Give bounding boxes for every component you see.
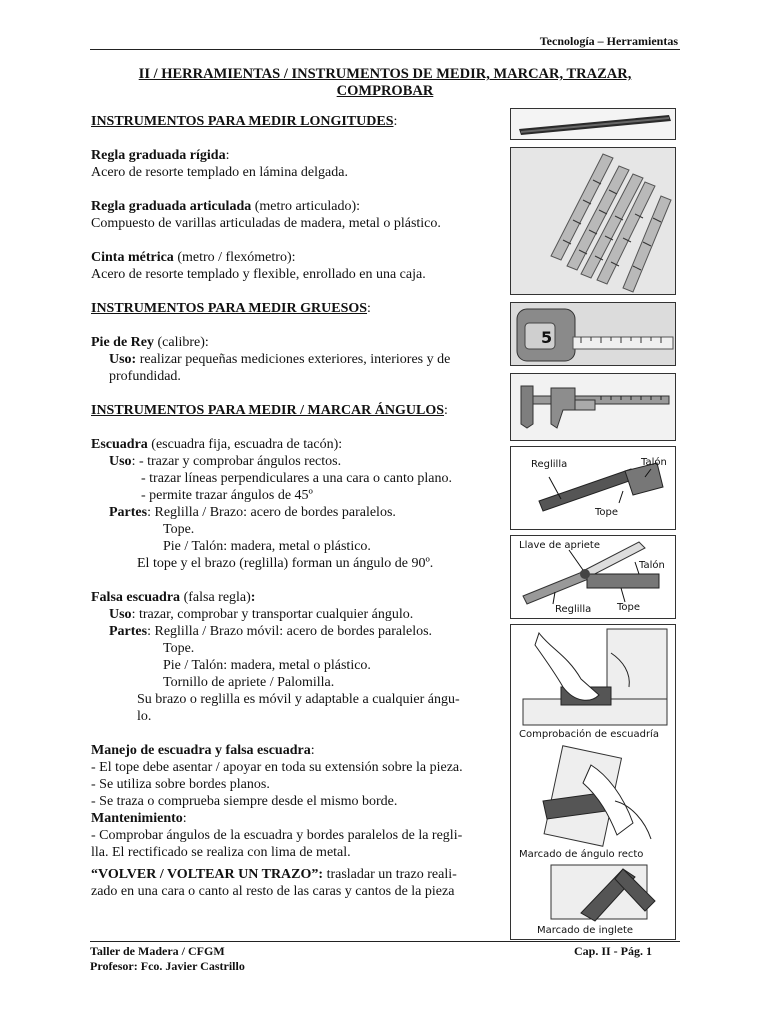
escuadra-image [510,446,676,530]
metro-articulado-image [510,147,676,295]
manejo-title: Manejo de escuadra y falsa escuadra: [91,743,315,758]
falsa-partes-3: Pie / Talón: madera, metal o plástico. [163,658,371,673]
footer-teacher: Profesor: Fco. Javier Castrillo [90,959,245,973]
label-llave-de-apriete: Llave de apriete [519,540,600,551]
footer-course: Taller de Madera / CFGM [90,944,225,958]
regla-rigida-drawing [511,109,675,139]
page-header: Tecnología – Herramientas [539,34,678,48]
manejo-3: - Se traza o comprueba siempre desde el mismo borde. [91,794,398,809]
escuadra-note: El tope y el brazo (reglilla) forman un ángulo de 90º. [137,556,434,571]
title-line-1: II / HERRAMIENTAS / INSTRUMENTOS DE MEDIR, MARCAR, TRAZAR, [138,66,632,82]
regla-rigida-image [510,108,676,140]
pie-de-rey-uso: Uso: realizar pequeñas mediciones exteriores, interiores y de [109,352,451,367]
escuadra-drawing [511,447,675,529]
escuadra-title: Escuadra (escuadra fija, escuadra de tacón): [91,437,343,452]
escuadra-uso-3: - permite trazar ángulos de 45º [141,488,313,503]
cinta-metrica-image [510,302,676,366]
manejo-1: - El tope debe asentar / apoyar en toda su extensión sobre la pieza. [91,760,463,775]
falsa-partes-4: Tornillo de apriete / Palomilla. [163,675,335,690]
falsa-partes-2: Tope. [163,641,195,656]
cinta-metrica-title: Cinta métrica (metro / flexómetro): [91,250,296,265]
mantenimiento-title: Mantenimiento: [91,811,187,826]
label-talon-falsa: Talón [639,560,665,571]
volver-trazo-1: “VOLVER / VOLTEAR UN TRAZO”: trasladar un trazo reali- [91,867,457,882]
falsa-note-2: lo. [137,709,152,724]
manejo-2: - Se utiliza sobre bordes planos. [91,777,270,792]
footer-rule [90,941,680,942]
cinta-number: 5 [541,328,553,347]
caption-inglete: Marcado de inglete [537,925,634,936]
label-reglilla-falsa: Reglilla [555,604,592,615]
pie-de-rey-title: Pie de Rey (calibre): [91,335,209,350]
regla-rigida-desc: Acero de resorte templado en lámina delgada. [91,165,348,180]
page-footer [90,944,652,974]
label-reglilla: Reglilla [531,459,568,470]
section-heading-longitudes: INSTRUMENTOS PARA MEDIR LONGITUDES: [91,114,398,129]
uso-escuadra-image [510,624,676,940]
mantenimiento-2: lla. El rectificado se realiza con lima de metal. [91,845,351,860]
uso-escuadra-drawing [511,625,675,939]
caption-angulo-recto: Marcado de ángulo recto [519,849,644,860]
falsa-uso: Uso: trazar, comprobar y transportar cualquier ángulo. [109,607,414,622]
falsa-tornillo [580,569,590,579]
header-rule [90,49,680,50]
page-title [90,66,680,100]
label-tope-falsa: Tope [617,602,641,613]
footer-page: Cap. II - Pág. 1 [573,944,652,958]
mantenimiento-1: - Comprobar ángulos de la escuadra y bordes paralelos de la regli- [91,828,463,843]
section-heading-angulos: INSTRUMENTOS PARA MEDIR / MARCAR ÁNGULOS: [91,403,448,418]
escuadra-partes-1: Partes: Reglilla / Brazo: acero de bordes paralelos. [109,505,396,520]
regla-articulada-desc: Compuesto de varillas articuladas de madera, metal o plástico. [91,216,441,231]
volver-trazo-2: zado en una cara o canto al resto de las caras y cantos de la pieza [91,884,455,899]
cinta-metrica-desc: Acero de resorte templado y flexible, enrollado en una caja. [91,267,426,282]
pie-de-rey-uso-2: profundidad. [109,369,181,384]
pie-de-rey-image [510,373,676,441]
escuadra-partes-3: Pie / Talón: madera, metal o plástico. [163,539,371,554]
falsa-partes-1: Partes: Reglilla / Brazo móvil: acero de bordes paralelos. [109,624,433,639]
section-heading-gruesos: INSTRUMENTOS PARA MEDIR GRUESOS: [91,301,371,316]
label-tope: Tope [595,507,619,518]
falsa-escuadra-title: Falsa escuadra (falsa regla): [91,590,256,605]
main-text [91,113,506,900]
falsa-escuadra-drawing [511,536,675,618]
regla-rigida-title: Regla graduada rígida: [91,148,230,163]
metro-articulado-drawing [511,148,675,294]
escuadra-uso-1: Uso: - trazar y comprobar ángulos rectos. [109,454,342,469]
escuadra-partes-2: Tope. [163,522,195,537]
caption-comprobacion: Comprobación de escuadría [519,729,659,740]
title-line-2: COMPROBAR [336,83,434,99]
regla-articulada-title: Regla graduada articulada (metro articulado): [91,199,361,214]
pie-de-rey-drawing [511,374,675,440]
escuadra-uso-2: - trazar líneas perpendiculares a una cara o canto plano. [141,471,452,486]
cinta-metrica-drawing [511,303,675,365]
falsa-note-1: Su brazo o reglilla es móvil y adaptable a cualquier ángu- [137,692,460,707]
falsa-escuadra-image [510,535,676,619]
label-talon: Talón [641,457,667,468]
